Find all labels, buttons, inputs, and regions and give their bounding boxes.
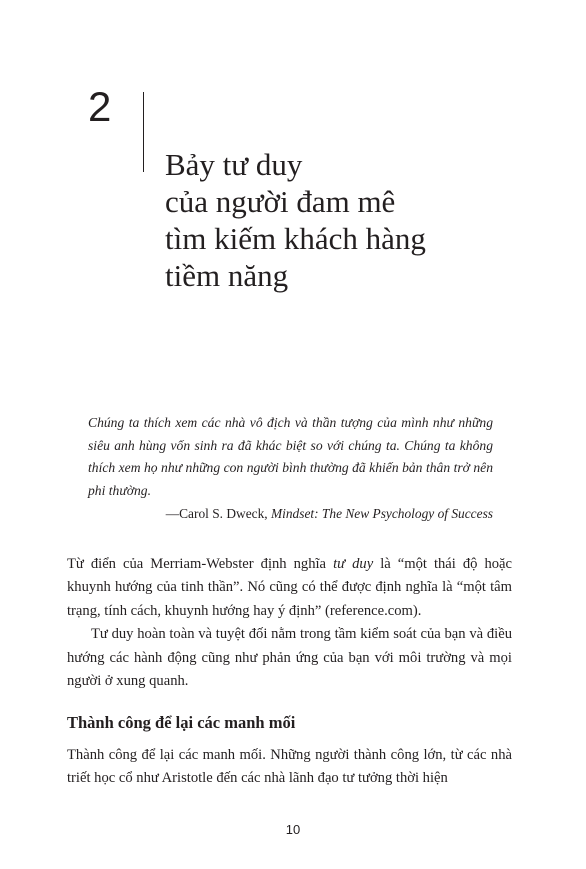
section-heading: Thành công để lại các manh mối	[67, 713, 296, 732]
paragraph-text: Từ điển của Merriam-Webster định nghĩa	[67, 556, 334, 572]
chapter-title-line: Bảy tư duy	[165, 147, 303, 182]
body-text	[67, 553, 512, 693]
page-number: 10	[285, 822, 301, 837]
section-body	[67, 744, 512, 791]
epigraph-attribution	[88, 503, 493, 525]
chapter-title-line: tiềm năng	[165, 258, 289, 293]
epigraph-quote: Chúng ta thích xem các nhà vô địch và thần tượng của mình như những siêu anh hùng vốn sinh ra đã khác biệt so với chúng ta. Chúng ta không thích xem họ như những con người bình thường đã khiến bản thân trở nên phi thường.	[88, 415, 493, 498]
chapter-number: 2	[88, 83, 112, 130]
epigraph-author: —Carol S. Dweck,	[165, 506, 271, 521]
paragraph-text: là “một thái độ hoặc khuynh hướng của tinh thần”. Nó cũng có thể được định nghĩa là “một tâm trạng, tính cách, khuynh hướng hay ý định” (reference.com).	[67, 556, 513, 619]
defined-term: tư duy	[333, 556, 374, 572]
epigraph-book-title: Mindset: The New Psychology of Success	[270, 506, 493, 521]
chapter-title-line: tìm kiếm khách hàng	[165, 221, 426, 256]
chapter-title	[165, 146, 525, 294]
paragraph	[67, 553, 512, 623]
paragraph: Thành công để lại các manh mối. Những người thành công lớn, từ các nhà triết học cổ như Aristotle đến các nhà lãnh đạo tư tưởng thời hiện	[67, 747, 512, 787]
chapter-divider	[143, 92, 144, 172]
epigraph	[88, 412, 493, 525]
paragraph: Tư duy hoàn toàn và tuyệt đối nằm trong tầm kiểm soát của bạn và điều hướng các hành động cũng như phản ứng của bạn với môi trường và mọi người ở xung quanh.	[67, 626, 512, 690]
chapter-title-line: của người đam mê	[165, 184, 396, 219]
